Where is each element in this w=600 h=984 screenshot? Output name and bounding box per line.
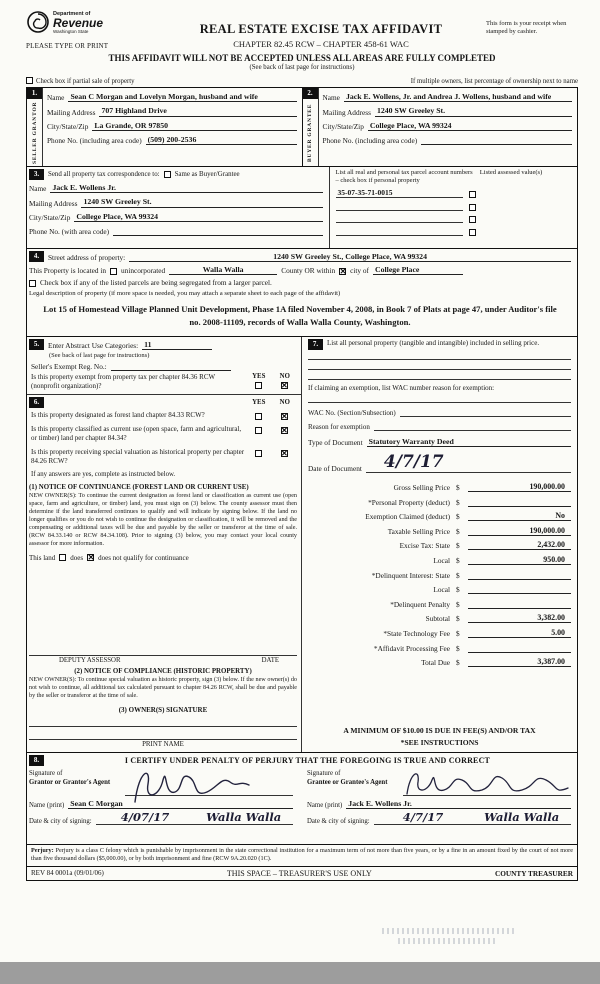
affidavit-processing-fee-value[interactable] bbox=[468, 643, 571, 653]
corr-mailing-value[interactable]: 1240 SW Greeley St. bbox=[81, 197, 322, 207]
footer-row bbox=[26, 867, 578, 881]
buyer-csz-label: City/State/Zip bbox=[322, 122, 364, 132]
doc-type-label: Type of Document bbox=[308, 438, 363, 448]
exemption-blank-line[interactable] bbox=[308, 393, 571, 403]
doc-type-value[interactable]: Statutory Warranty Deed bbox=[367, 437, 571, 447]
section-5 bbox=[27, 337, 301, 395]
seller-name-value[interactable]: Sean C Morgan and Lovelyn Morgan, husband and wife bbox=[68, 92, 296, 102]
fee-label: Local bbox=[433, 556, 450, 565]
deputy-date-label: DATE bbox=[261, 656, 279, 664]
corr-name-value[interactable]: Jack E. Wollens Jr. bbox=[50, 183, 322, 193]
seller-csz-value[interactable]: La Grande, OR 97850 bbox=[92, 121, 296, 131]
reason-exemption-label: Reason for exemption bbox=[308, 423, 370, 432]
logo-revenue-text: Revenue bbox=[53, 15, 104, 30]
buyer-phone-label: Phone No. (including area code) bbox=[322, 136, 418, 146]
current-use-question: Is this property classified as current use (open space, farm and agricultural, or timber) land per chapter 84.34? bbox=[31, 424, 242, 442]
grantee-name-value[interactable]: Jack E. Wollens Jr. bbox=[346, 799, 571, 809]
fee-label: Excise Tax: State bbox=[399, 541, 450, 551]
personal-property-line-3[interactable] bbox=[308, 370, 571, 380]
print-name-label: PRINT NAME bbox=[142, 741, 184, 748]
same-as-buyer-label: Same as Buyer/Grantee bbox=[174, 171, 240, 178]
section-6-number: 6. bbox=[29, 397, 44, 408]
buyer-csz-value[interactable]: College Place, WA 99324 bbox=[368, 121, 572, 131]
historical-no-checkbox[interactable] bbox=[281, 450, 288, 457]
scan-bottom-edge bbox=[0, 962, 600, 984]
section-6 bbox=[27, 395, 301, 752]
seller-phone-value[interactable]: (509) 200-2536 bbox=[146, 135, 297, 145]
perjury-text: Perjury is a class C felony which is punishable by imprisonment in the state correctional institution for a maximum term of not more than five years, or by a fine in an amount fixed by the court of not more than five thousand dollars ($5,000.00), or by both imprisonment and fine (RCW 9A.20.020 (1C). bbox=[31, 847, 573, 863]
corr-csz-value[interactable]: College Place, WA 99324 bbox=[74, 212, 322, 222]
if-yes-note: If any answers are yes, complete as instructed below. bbox=[31, 470, 176, 478]
legal-description-label: Legal description of property (if more space is needed, you may attach a separate sheet to each page of the affidavit) bbox=[29, 290, 341, 298]
legal-description-value: Lot 15 of Homestead Village Planned Unit Development, Phase 1A filed November 4, 2008, in Book 7 of Plats at page 47, under Auditor's file no. 2008-11109, records of Walla Walla County, Washington. bbox=[43, 304, 557, 327]
dollar-sign: $ bbox=[456, 497, 460, 507]
logo-state-text: Washington State bbox=[53, 28, 89, 34]
taxable-selling-price-value[interactable]: 190,000.00 bbox=[468, 526, 571, 536]
section-2-number: 2. bbox=[303, 88, 318, 99]
historical-question: Is this property receiving special valuation as historical property per chapter 84.26 RCW? bbox=[31, 447, 245, 466]
personal-property-deduct-value[interactable] bbox=[468, 497, 571, 507]
grantee-date-value[interactable]: 4/7/17 bbox=[374, 812, 473, 825]
buyer-mailing-value[interactable]: 1240 SW Greeley St. bbox=[375, 106, 572, 116]
grantor-signature bbox=[125, 762, 255, 808]
corr-name-label: Name bbox=[29, 184, 47, 194]
does-qualify-checkbox[interactable] bbox=[59, 554, 66, 561]
section-5-number: 5. bbox=[29, 339, 44, 350]
minimum-fee-note: A MINIMUM OF $10.00 IS DUE IN FEE(S) AND/OR TAX bbox=[343, 726, 536, 736]
exempt-no-checkbox[interactable] bbox=[281, 382, 288, 389]
grantee-sig-label-2: Grantee or Grantee's Agent bbox=[307, 778, 388, 786]
fee-label: Exemption Claimed (deduct) bbox=[365, 512, 450, 522]
section-7 bbox=[302, 337, 577, 752]
corr-mailing-label: Mailing Address bbox=[29, 198, 78, 208]
fee-label: Subtotal bbox=[425, 614, 450, 624]
street-address-value[interactable]: 1240 SW Greeley St., College Place, WA 99324 bbox=[129, 252, 571, 262]
revenue-swirl-icon bbox=[26, 10, 50, 34]
grantor-city-value[interactable]: Walla Walla bbox=[194, 812, 293, 825]
seller-grantor-side-label: SELLER GRANTOR bbox=[31, 101, 38, 164]
grantee-sig-label-1: Signature of bbox=[307, 770, 341, 777]
yes-header: YES bbox=[252, 373, 266, 380]
reason-exemption-value[interactable] bbox=[374, 422, 571, 431]
subtotal-value[interactable]: 3,382.00 bbox=[468, 613, 571, 623]
grantor-signature-area[interactable] bbox=[125, 774, 293, 796]
county-or-within-label: County OR within bbox=[281, 266, 336, 276]
fee-label: *Affidavit Processing Fee bbox=[373, 643, 450, 653]
section-5-see-back: (See back of last page for instructions) bbox=[49, 352, 150, 359]
top-options-row bbox=[26, 75, 578, 87]
segregated-label: Check box if any of the listed parcels are being segregated from a larger parcel. bbox=[40, 278, 272, 288]
warning-line: THIS AFFIDAVIT WILL NOT BE ACCEPTED UNLESS ALL AREAS ARE FULLY COMPLETED bbox=[108, 53, 496, 63]
dollar-sign: $ bbox=[456, 512, 460, 522]
exempt-reg-value[interactable] bbox=[111, 361, 231, 371]
grantee-signature-block bbox=[307, 770, 571, 825]
parcel-numbers-header: List all real and personal tax parcel account numbers – check box if personal property bbox=[335, 169, 473, 184]
exemption-note: If claiming an exemption, list WAC number reason for exemption: bbox=[308, 384, 495, 392]
total-due-value[interactable]: 3,387.00 bbox=[468, 657, 571, 667]
section-3 bbox=[26, 167, 578, 249]
excise-tax-state-value[interactable]: 2,432.00 bbox=[468, 540, 571, 550]
section-8-number: 8. bbox=[29, 755, 44, 766]
seller-mailing-value[interactable]: 707 Highland Drive bbox=[99, 106, 296, 116]
gross-selling-price-value[interactable]: 190,000.00 bbox=[468, 482, 571, 492]
dollar-sign: $ bbox=[456, 483, 460, 493]
grantee-signature-area[interactable] bbox=[403, 774, 571, 796]
street-address-label: Street address of property: bbox=[48, 253, 126, 262]
buyer-name-value[interactable]: Jack E. Wollens, Jr. and Andrea J. Wollens, husband and wife bbox=[344, 92, 572, 102]
parties-row bbox=[26, 87, 578, 167]
fee-label: Total Due bbox=[421, 658, 450, 668]
forest-yes-checkbox[interactable] bbox=[255, 413, 262, 420]
located-in-label: This Property is located in bbox=[29, 266, 107, 276]
city-of-checkbox[interactable] bbox=[339, 268, 346, 275]
notice-compliance-body: NEW OWNER(S): To continue special valuation as historic property, sign (3) below. If the new owner(s) do not wish to continue, all additional tax calculated pursuant to chapter 84.26 RCW, shall be due and payable by the seller or transferor at the time of sale. bbox=[29, 676, 297, 699]
section-4-number: 4. bbox=[29, 251, 44, 262]
grantor-date-value[interactable]: 4/07/17 bbox=[96, 812, 195, 825]
owners-signature-title: (3) OWNER(S) SIGNATURE bbox=[118, 706, 208, 714]
seller-section bbox=[27, 88, 302, 166]
treasurer-space-label: THIS SPACE – TREASURER'S USE ONLY bbox=[226, 868, 372, 878]
deputy-assessor-signature-line[interactable] bbox=[29, 643, 297, 656]
section-7-number: 7. bbox=[308, 339, 323, 350]
dollar-sign: $ bbox=[456, 526, 460, 536]
grantor-name-label: Name (print) bbox=[29, 802, 65, 809]
grantee-name-label: Name (print) bbox=[307, 802, 343, 809]
middle-columns bbox=[26, 337, 578, 753]
parcel-number-blank[interactable] bbox=[336, 202, 464, 211]
wac-label: WAC No. (Section/Subsection) bbox=[308, 409, 396, 418]
does-not-qualify-checkbox[interactable] bbox=[87, 554, 94, 561]
dollar-sign: $ bbox=[456, 570, 460, 580]
personal-property-line-1[interactable] bbox=[308, 350, 571, 360]
dollar-sign: $ bbox=[456, 541, 460, 551]
seller-mailing-label: Mailing Address bbox=[47, 107, 96, 117]
yes-header-6: YES bbox=[252, 399, 266, 407]
delinquent-interest-local-value[interactable] bbox=[468, 584, 571, 594]
delinquent-penalty-value[interactable] bbox=[468, 599, 571, 609]
section-3-number: 3. bbox=[29, 169, 44, 180]
fee-table bbox=[308, 477, 571, 667]
dollar-sign: $ bbox=[456, 585, 460, 595]
does-label: does bbox=[70, 553, 84, 562]
buyer-grantee-side-label: BUYER GRANTEE bbox=[307, 103, 313, 162]
grantor-signature-block bbox=[29, 770, 293, 825]
dept-of-revenue-logo bbox=[26, 10, 156, 34]
owner-signature-line-2[interactable] bbox=[29, 727, 297, 740]
abstract-use-value[interactable]: 11 bbox=[142, 340, 212, 350]
county-name-value[interactable]: Walla Walla bbox=[169, 265, 277, 275]
dollar-sign: $ bbox=[456, 658, 460, 668]
receipt-note: This form is your receipt when stamped by cashier. bbox=[486, 20, 567, 36]
form-title: REAL ESTATE EXCISE TAX AFFIDAVIT bbox=[199, 22, 443, 36]
no-header: NO bbox=[279, 373, 290, 380]
personal-property-line-2[interactable] bbox=[308, 360, 571, 370]
grantor-date-label: Date & city of signing: bbox=[29, 818, 92, 825]
rev-form-number: REV 84 0001a (09/01/06) bbox=[31, 869, 104, 878]
see-back-note: (See back of last page for instructions) bbox=[249, 64, 355, 71]
state-technology-fee-value[interactable]: 5.00 bbox=[468, 628, 571, 638]
parcel-number-blank[interactable] bbox=[336, 227, 464, 236]
historical-yes-checkbox[interactable] bbox=[255, 450, 262, 457]
no-header-6: NO bbox=[279, 399, 290, 407]
fee-label: Local bbox=[433, 585, 450, 595]
corr-phone-value[interactable] bbox=[113, 226, 322, 236]
dollar-sign: $ bbox=[456, 599, 460, 609]
delinquent-interest-state-value[interactable] bbox=[468, 570, 571, 580]
buyer-mailing-label: Mailing Address bbox=[322, 107, 371, 117]
exempt-reg-label: Seller's Exempt Reg. No.: bbox=[31, 362, 107, 371]
cashier-stamp bbox=[382, 928, 514, 944]
see-instructions-note: *SEE INSTRUCTIONS bbox=[400, 737, 479, 747]
grantee-date-label: Date & city of signing: bbox=[307, 818, 370, 825]
assessed-values-header: Listed assessed value(s) bbox=[479, 169, 543, 176]
fee-label: *State Technology Fee bbox=[383, 628, 450, 638]
abstract-use-label: Enter Abstract Use Categories: bbox=[48, 341, 139, 350]
parcel-1-personal-checkbox[interactable] bbox=[469, 191, 476, 198]
county-treasurer-label: COUNTY TREASURER bbox=[494, 868, 573, 878]
does-not-label: does not qualify for continuance bbox=[98, 553, 189, 562]
wac-value[interactable] bbox=[400, 408, 571, 417]
buyer-section bbox=[302, 88, 578, 166]
notice-compliance-title: (2) NOTICE OF COMPLIANCE (HISTORIC PROPERTY) bbox=[74, 667, 252, 675]
buyer-name-label: Name bbox=[322, 93, 340, 103]
city-name-value[interactable]: College Place bbox=[373, 265, 463, 275]
unincorporated-label: unincorporated bbox=[121, 266, 166, 276]
notice-continuance-title: (1) NOTICE OF CONTINUANCE (FOREST LAND OR CURRENT USE) bbox=[29, 483, 249, 491]
excise-tax-local-value[interactable]: 950.00 bbox=[468, 555, 571, 565]
city-of-label: city of bbox=[350, 266, 369, 276]
current-use-no-checkbox[interactable] bbox=[281, 427, 288, 434]
perjury-note bbox=[26, 845, 578, 867]
send-correspondence-label: Send all property tax correspondence to: bbox=[48, 171, 160, 178]
please-type-or-print: PLEASE TYPE OR PRINT bbox=[26, 42, 109, 50]
grantee-signature bbox=[403, 762, 573, 804]
this-land-label: This land bbox=[29, 553, 56, 562]
fee-label: Taxable Selling Price bbox=[387, 526, 450, 536]
notice-continuance-body: NEW OWNER(S): To continue the current designation as forest land or classification as current use (open space, farm and agriculture, or timber) land, you must sign on (3) below. The county assessor must then determine if the land transferred continues to qualify and will indicate by signing below. If the land no longer qualifies or you do not wish to continue the designation or classification, it will be removed and the compensating or additional taxes will be due and payable by the seller or transferor at the time of sale. (RCW 84.33.140 or RCW 84.34.108). Prior to signing (3) below, you may contact your local county assessor for more information. bbox=[29, 492, 297, 548]
section-1-number: 1. bbox=[27, 88, 42, 99]
personal-property-label: List all personal property (tangible and intangible) included in selling price. bbox=[327, 339, 540, 347]
forest-land-question: Is this property designated as forest land chapter 84.33 RCW? bbox=[31, 410, 205, 419]
parcel-4-personal-checkbox[interactable] bbox=[469, 229, 476, 236]
parcel-number-value[interactable]: 35-07-35-71-0015 bbox=[336, 188, 464, 198]
grantor-sig-label-2: Grantor or Grantor's Agent bbox=[29, 778, 111, 786]
doc-date-value[interactable]: 4/7/17 bbox=[383, 452, 444, 473]
parcel-number-blank[interactable] bbox=[336, 214, 464, 223]
certify-statement: I CERTIFY UNDER PENALTY OF PERJURY THAT THE FOREGOING IS TRUE AND CORRECT bbox=[124, 756, 491, 765]
forest-no-checkbox[interactable] bbox=[281, 413, 288, 420]
corr-csz-label: City/State/Zip bbox=[29, 213, 71, 223]
fee-label: *Delinquent Interest: State bbox=[371, 570, 450, 580]
section-4 bbox=[26, 249, 578, 337]
dollar-sign: $ bbox=[456, 628, 460, 638]
corr-phone-label: Phone No. (with area code) bbox=[29, 227, 110, 237]
dollar-sign: $ bbox=[456, 556, 460, 565]
perjury-label: Perjury: bbox=[31, 847, 54, 854]
exempt-yes-checkbox[interactable] bbox=[255, 382, 262, 389]
seller-phone-label: Phone No. (including area code) bbox=[47, 136, 142, 146]
grantor-sig-label-1: Signature of bbox=[29, 770, 63, 777]
partial-sale-label: Check box if partial sale of property bbox=[36, 78, 135, 85]
doc-date-label: Date of Document bbox=[308, 464, 362, 474]
seller-csz-label: City/State/Zip bbox=[47, 122, 89, 132]
owner-signature-line-1[interactable] bbox=[29, 714, 297, 727]
buyer-phone-value[interactable] bbox=[421, 135, 572, 145]
dollar-sign: $ bbox=[456, 643, 460, 653]
parcel-3-personal-checkbox[interactable] bbox=[469, 216, 476, 223]
unincorporated-checkbox[interactable] bbox=[110, 268, 117, 275]
exempt-question: Is this property exempt from property tax per chapter 84.36 RCW (nonprofit organization)? bbox=[31, 373, 215, 391]
section-8 bbox=[26, 753, 578, 845]
fee-label: *Personal Property (deduct) bbox=[368, 497, 450, 507]
seller-name-label: Name bbox=[47, 93, 65, 103]
dollar-sign: $ bbox=[456, 614, 460, 624]
fee-label: Gross Selling Price bbox=[393, 483, 450, 493]
fee-label: *Delinquent Penalty bbox=[390, 599, 450, 609]
form-header bbox=[26, 10, 578, 50]
parcel-2-personal-checkbox[interactable] bbox=[469, 204, 476, 211]
grantee-city-value[interactable]: Walla Walla bbox=[472, 812, 571, 825]
multiple-owners-note: If multiple owners, list percentage of ownership next to name bbox=[410, 77, 578, 85]
grantor-name-value[interactable]: Sean C Morgan bbox=[68, 799, 293, 809]
exemption-claimed-value[interactable]: No bbox=[468, 511, 571, 521]
segregated-checkbox[interactable] bbox=[29, 280, 36, 287]
chapter-subtitle: CHAPTER 82.45 RCW – CHAPTER 458-61 WAC bbox=[233, 39, 409, 49]
deputy-assessor-label: DEPUTY ASSESSOR bbox=[59, 656, 121, 664]
logo-dept-text: Department of bbox=[53, 10, 91, 17]
current-use-yes-checkbox[interactable] bbox=[255, 427, 262, 434]
partial-sale-checkbox[interactable] bbox=[26, 77, 33, 84]
same-as-buyer-checkbox[interactable] bbox=[164, 171, 171, 178]
